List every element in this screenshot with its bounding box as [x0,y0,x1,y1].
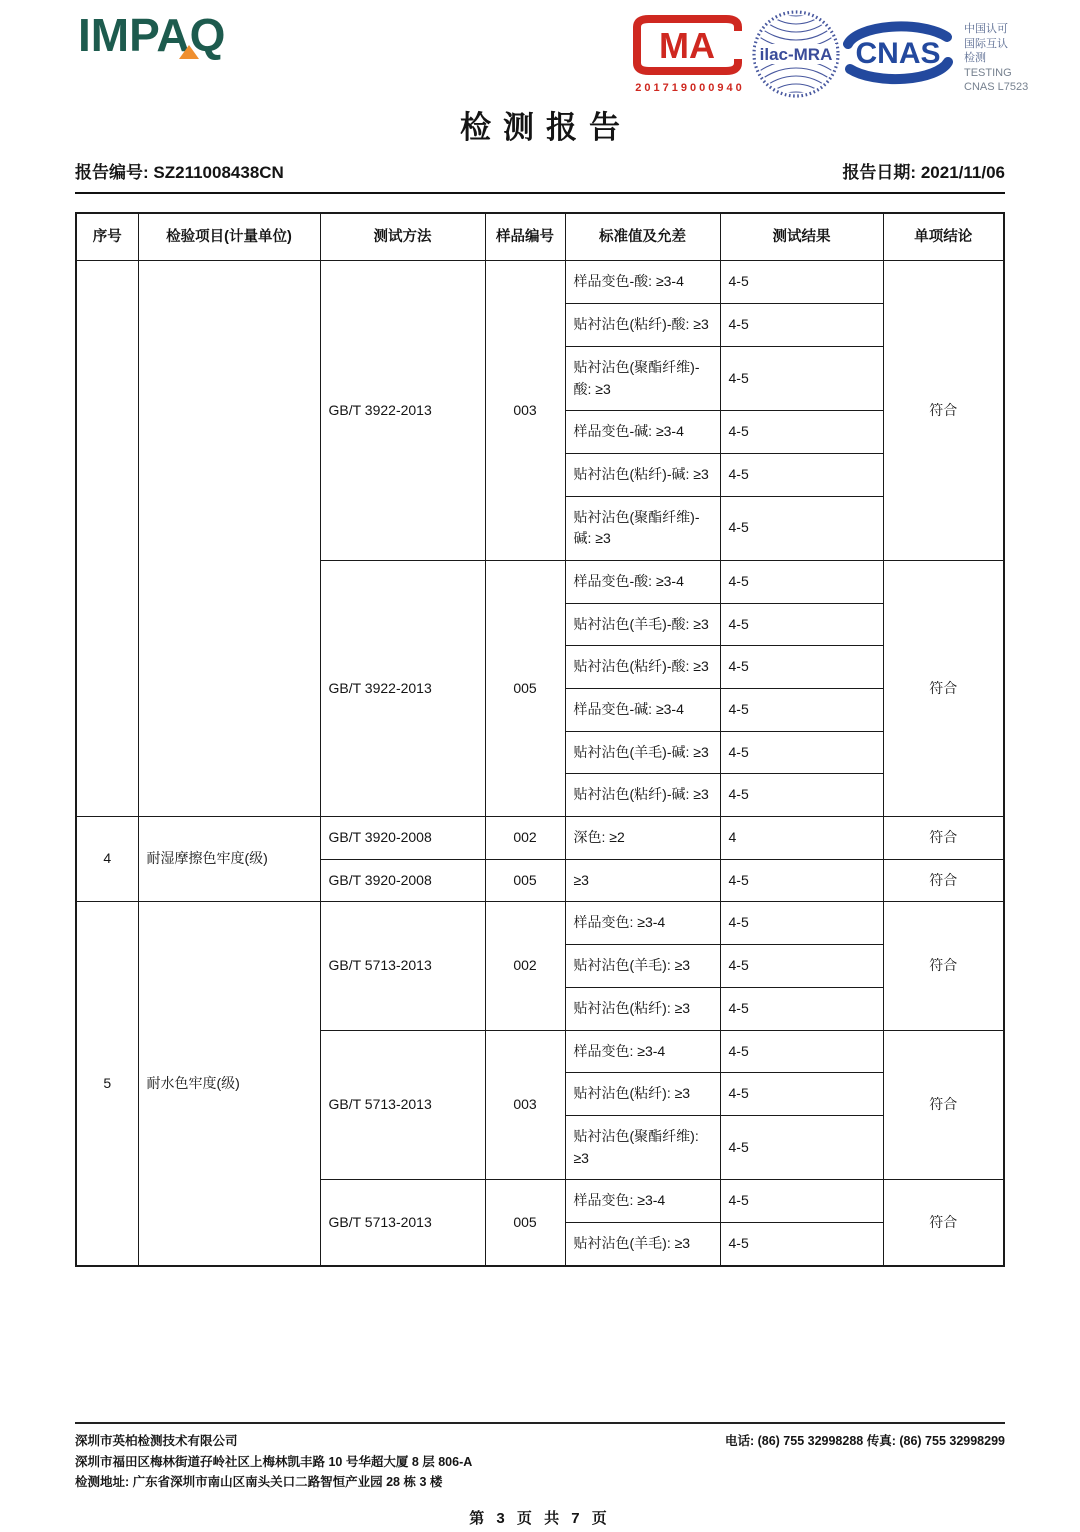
cell-test-result: 4-5 [720,304,883,347]
cell-standard-value: 样品变色-碱: ≥3-4 [565,411,720,454]
header-standard-value: 标准值及允差 [565,213,720,261]
report-number [75,158,284,183]
report-number-value: SZ211008438CN [153,163,284,182]
impaq-logo-triangle-icon [179,45,199,59]
cell-test-result: 4-5 [720,646,883,689]
cell-conclusion: 符合 [883,1030,1004,1180]
table-row [76,261,1004,304]
cnas-icon [842,20,954,86]
cell-test-result: 4-5 [720,496,883,560]
cell-test-result: 4-5 [720,1073,883,1116]
cell-conclusion: 符合 [883,560,1004,816]
cell-standard-value: 深色: ≥2 [565,817,720,860]
header-seq-no: 序号 [76,213,138,261]
header-test-item: 检验项目(计量单位) [138,213,320,261]
table-row [76,902,1004,945]
cnas-certification-mark [842,20,1028,95]
cell-conclusion: 符合 [883,902,1004,1030]
svg-text:MA: MA [659,25,715,66]
cell-standard-value: ≥3 [565,859,720,902]
cell-test-item: 耐水色牢度(级) [138,902,320,1266]
cell-standard-value: 样品变色: ≥3-4 [565,902,720,945]
table-row [76,817,1004,860]
cell-test-method: GB/T 5713-2013 [320,902,485,1030]
footer-phones: 电话: (86) 755 32998288 传真: (86) 755 32998299 [724,1434,1005,1448]
cell-conclusion: 符合 [883,261,1004,561]
cell-test-result: 4-5 [720,1180,883,1223]
cma-number: 201719000940 [635,82,745,94]
report-date-value: 2021/11/06 [920,163,1005,182]
cell-standard-value: 样品变色-酸: ≥3-4 [565,560,720,603]
cell-standard-value: 贴衬沾色(聚酯纤维): ≥3 [565,1115,720,1179]
cell-conclusion: 符合 [883,1180,1004,1266]
results-table [75,212,1005,1267]
cnas-caption-line: 中国认可 [964,23,1008,35]
cell-sample-no: 002 [485,902,565,1030]
cell-sample-no: 003 [485,1030,565,1180]
cell-standard-value: 贴衬沾色(聚酯纤维)-碱: ≥3 [565,496,720,560]
cell-sample-no: 005 [485,560,565,816]
footer-company-name: 深圳市英柏检测技术有限公司 [75,1434,238,1448]
cell-sample-no: 005 [485,859,565,902]
cell-standard-value: 样品变色-酸: ≥3-4 [565,261,720,304]
report-date-label: 报告日期: [842,163,917,182]
report-meta-bar [75,158,1005,194]
cell-test-method: GB/T 3922-2013 [320,261,485,561]
cell-test-result: 4-5 [720,1115,883,1179]
cell-test-result: 4-5 [720,945,883,988]
cell-standard-value: 贴衬沾色(粘纤): ≥3 [565,1073,720,1116]
cnas-caption [964,20,1028,95]
cell-standard-value: 贴衬沾色(粘纤)-酸: ≥3 [565,304,720,347]
cell-standard-value: 贴衬沾色(粘纤)-酸: ≥3 [565,646,720,689]
impaq-logo [78,9,226,61]
cell-standard-value: 样品变色: ≥3-4 [565,1180,720,1223]
cell-test-result: 4 [720,817,883,860]
cell-sample-no: 005 [485,1180,565,1266]
cell-test-result: 4-5 [720,1222,883,1265]
cell-test-result: 4-5 [720,902,883,945]
cell-test-result: 4-5 [720,261,883,304]
cell-standard-value: 贴衬沾色(羊毛): ≥3 [565,945,720,988]
cell-standard-value: 贴衬沾色(粘纤)-碱: ≥3 [565,453,720,496]
report-number-label: 报告编号: [75,163,149,182]
cell-test-method: GB/T 3922-2013 [320,560,485,816]
ilac-mra-certification-mark [752,10,840,103]
cell-sample-no: 002 [485,817,565,860]
header-test-result: 测试结果 [720,213,883,261]
cell-sample-no: 003 [485,261,565,561]
cma-icon [632,14,748,76]
cell-standard-value: 贴衬沾色(羊毛)-酸: ≥3 [565,603,720,646]
header-sample-no: 样品编号 [485,213,565,261]
cell-conclusion: 符合 [883,859,1004,902]
cell-seq-no: 5 [76,902,138,1266]
table-header-row [76,213,1004,261]
cell-test-item [138,261,320,817]
page-title: 检测报告 [460,110,632,145]
cnas-caption-line: TESTING [964,66,1012,79]
ilac-mra-icon [752,10,840,98]
cell-standard-value: 样品变色: ≥3-4 [565,1030,720,1073]
cell-test-result: 4-5 [720,987,883,1030]
cma-certification-mark [632,14,748,94]
cell-test-method: GB/T 5713-2013 [320,1030,485,1180]
cell-test-result: 4-5 [720,1030,883,1073]
cell-test-result: 4-5 [720,346,883,410]
test-results-table [75,212,1005,1267]
header-conclusion: 单项结论 [883,213,1004,261]
cell-standard-value: 贴衬沾色(羊毛)-碱: ≥3 [565,731,720,774]
cell-standard-value: 贴衬沾色(粘纤): ≥3 [565,987,720,1030]
header-test-method: 测试方法 [320,213,485,261]
cell-test-result: 4-5 [720,453,883,496]
cell-standard-value: 样品变色-碱: ≥3-4 [565,689,720,732]
cell-test-result: 4-5 [720,560,883,603]
cell-test-method: GB/T 3920-2008 [320,817,485,860]
cell-test-result: 4-5 [720,859,883,902]
cell-test-result: 4-5 [720,774,883,817]
cnas-caption-line: 国际互认 [964,37,1008,50]
cell-standard-value: 贴衬沾色(聚酯纤维)-酸: ≥3 [565,346,720,410]
cell-standard-value: 贴衬沾色(羊毛): ≥3 [565,1222,720,1265]
cell-test-result: 4-5 [720,411,883,454]
cell-test-result: 4-5 [720,603,883,646]
cell-test-result: 4-5 [720,731,883,774]
cell-conclusion: 符合 [883,817,1004,860]
cell-standard-value: 贴衬沾色(粘纤)-碱: ≥3 [565,774,720,817]
report-date [842,158,1005,183]
ilac-mra-text: ilac-MRA [759,45,833,64]
footer-address-2: 检测地址: 广东省深圳市南山区南头关口二路智恒产业园 28 栋 3 楼 [75,1475,443,1490]
cell-seq-no [76,261,138,817]
cnas-caption-line: 检测 [964,52,986,64]
impaq-logo-text: IMPAQ [78,9,226,61]
report-table-body [76,261,1004,1266]
cell-seq-no: 4 [76,817,138,902]
cnas-caption-line: CNAS L7523 [964,81,1029,93]
page-number: 第 3 页 共 7 页 [469,1509,611,1527]
page-footer [75,1422,1005,1532]
cnas-text: CNAS [855,37,941,70]
cell-test-result: 4-5 [720,689,883,732]
cell-test-method: GB/T 5713-2013 [320,1180,485,1266]
cell-test-item: 耐湿摩擦色牢度(级) [138,817,320,902]
cell-test-method: GB/T 3920-2008 [320,859,485,902]
footer-address-1: 深圳市福田区梅林街道孖岭社区上梅林凯丰路 10 号华超大厦 8 层 806-A [75,1454,473,1469]
